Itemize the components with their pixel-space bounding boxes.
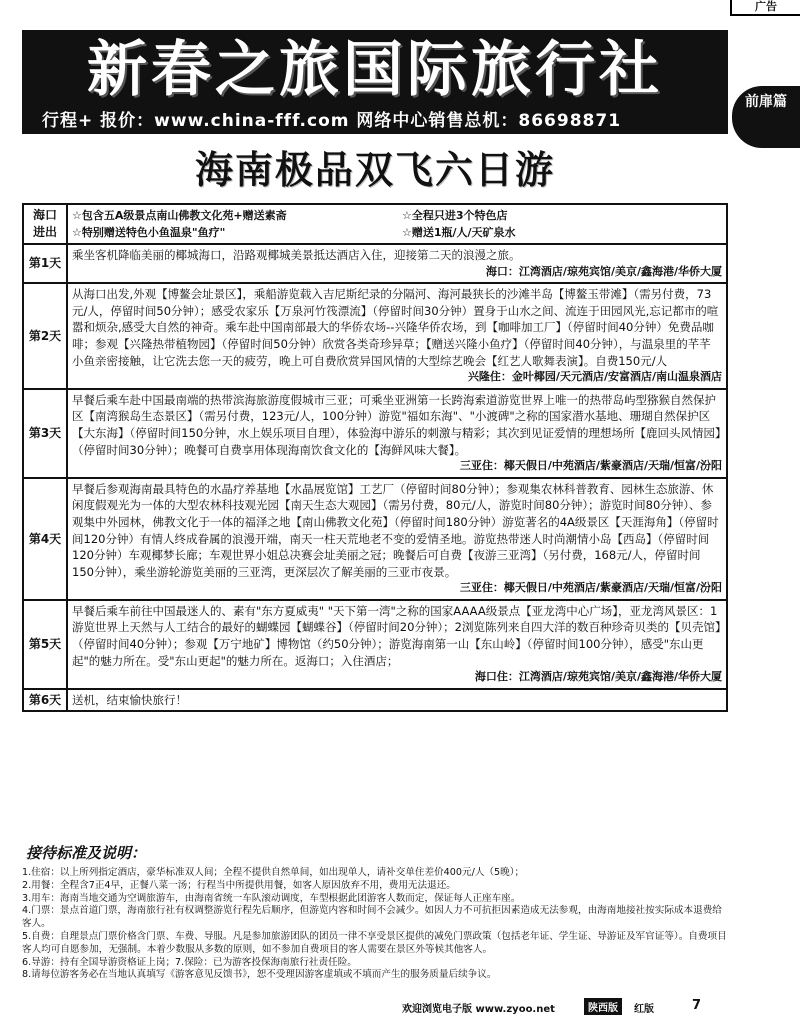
standards-item: 6.导游：持有全国导游资格证上岗；7.保险：已为游客投保海南旅行社责任险。	[22, 956, 357, 968]
day-cell	[67, 600, 727, 689]
day-cell	[67, 389, 727, 478]
side-tab: 前扉篇	[732, 86, 800, 148]
standards-item: 5.自费：自理景点门票价格含门票、车费、导服。凡是参加旅游团队的团员一律不享受景区提供的减免门票政策（包括老年证、学生证、导游证及军官证等）。自费项目客人均可自愿参加，无强制。本着少数服从多数的原则，如不参加自费项目的客人需要在景区外等候其他客人。	[22, 930, 727, 955]
day-row	[23, 689, 727, 712]
day-row	[23, 283, 727, 389]
features-row	[23, 204, 727, 244]
features-label: 海口进出	[23, 204, 67, 244]
day-label: 第2天	[23, 283, 67, 389]
standards-item: 3.用车：海南当地交通为空调旅游车，由海南省统一车队滚动调度，车型根据此团游客人数而定，保证每人正座车座。	[22, 892, 521, 904]
day-label: 第5天	[23, 600, 67, 689]
features-cell	[67, 204, 727, 244]
standards-title: 接待标准及说明：	[26, 844, 147, 862]
day-row	[23, 244, 727, 283]
day-hotel: 海口住：江湾酒店/琼苑宾馆/美京/鑫海港/华侨大厦	[474, 670, 722, 684]
day-text: 早餐后参观海南最具特色的水晶疗养基地【水晶展览馆】工艺厂（停留时间80分钟）；参观集农林科普教育、园林生态旅游、休闲度假观光为一体的大型农林科技观光园【南天生态大观园】（需另付费，80元/人，游览时间80分钟）；游览时间80分钟）、参观集中外园林，佛教文化于一体的福泽之地【南山佛教文化苑】（停留时间180分钟）游览著名的4A级景区【天涯海角】（停留时间120分钟）有情人终成眷属的浪漫开端，南天一柱天荒地老不变的爱情圣地。游览热带迷人时尚潮情小岛【西岛】（停留时间120分钟）车观椰梦长廊；车观世界小姐总决赛会址美丽之冠；晚餐后可自费【夜游三亚湾】（另付费，168元/人，停留时间150分钟），乘坐游轮游览美丽的三亚湾，更深层次了解美丽的三亚市夜景。	[72, 481, 719, 579]
day-text: 早餐后乘车赴中国最南端的热带滨海旅游度假城市三亚；可乘坐亚洲第一长跨海索道游览世界上唯一的热带岛屿型猕猴自然保护区【南湾猴岛生态景区】（需另付费，123元/人，100分钟）游览"福如东海"、"小渡碑"之称的国家潜水基地、珊瑚自然保护区【大东海】（停留时间150分钟，水上娱乐项目自理），体验海中游乐的刺激与精彩；其次到见证爱情的理想场所【鹿回头风情园】（停留时间30分钟）；晚餐可自费享用体现海南饮食文化的【海鲜风味大餐】。	[72, 392, 721, 457]
day-cell	[67, 244, 727, 283]
day-cell	[67, 689, 727, 712]
day-row	[23, 478, 727, 600]
day-hotel: 三亚住：椰天假日/中苑酒店/紫豪酒店/天瑞/恒富/汾阳	[459, 459, 722, 473]
reception-standards	[22, 842, 728, 982]
standards-item: 2.用餐：全程含7正4早，正餐八菜一汤；行程当中所提供用餐，如客人原因放弃不用，费用无法退还。	[22, 879, 456, 891]
day-text: 早餐后乘车前往中国最迷人的、素有"东方夏威夷" "天下第一湾"之称的国家AAAA级景点【亚龙湾中心广场】，亚龙湾风景区：1游览世界上天然与人工结合的最好的蝴蝶园【蝴蝶谷】（停留时间20分钟）；2浏览陈列来自四大洋的数百种珍奇贝类的【贝壳馆】（停留时间40分钟）；参观【万宁地矿】博物馆（约50分钟）；游览海南第一山【东山岭】（停留时间100分钟），感受"东山更起"的魅力所在。受"东山更起"的魅力所在。返海口；入住酒店；	[72, 603, 721, 668]
day-label: 第4天	[23, 478, 67, 600]
day-hotel: 兴隆住：金叶椰园/天元酒店/安富酒店/南山温泉酒店	[467, 370, 722, 384]
day-hotel: 三亚住：椰天假日/中苑酒店/紫豪酒店/天瑞/恒富/汾阳	[459, 581, 722, 595]
standards-item: 1.住宿：以上所列指定酒店，豪华标准双人间；全程不提供自然单间，如出现单人，请补交单住差价400元/人（5晚）；	[22, 867, 525, 878]
standards-item: 4.门票：景点首道门票，海南旅行社有权调整游览行程先后顺序，但游览内容和时间不会减少。如因人力不可抗拒因素造成无法参观，由海南地接社按实际成本退费给客人。	[22, 905, 722, 930]
itinerary-table	[22, 203, 728, 712]
agency-name: 新春之旅国际旅行社	[87, 35, 663, 105]
footer-color: 红版	[634, 1004, 654, 1015]
day-label: 第6天	[23, 689, 67, 712]
page-number: 7	[692, 998, 702, 1013]
footer	[22, 998, 728, 1016]
feature-item: ☆全程只进3个特色店	[402, 209, 508, 222]
day-cell	[67, 478, 727, 600]
feature-item: ☆赠送1瓶/人/天矿泉水	[402, 226, 516, 239]
day-hotel: 海口：江湾酒店/琼苑宾馆/美京/鑫海港/华侨大厦	[485, 264, 722, 278]
day-text: 乘坐客机降临美丽的椰城海口，沿路观椰城美景抵达酒店入住，迎接第二天的浪漫之旅。	[72, 248, 521, 262]
feature-item: ☆包含五A级景点南山佛教文化苑+赠送素斋	[72, 209, 287, 222]
day-text: 从海口出发,外观【博鳌会址景区】，乘船游览载入吉尼斯纪录的分隔河、海河最狭长的沙滩半岛【博鳌玉带滩】（需另付费，73元/人，停留时间50分钟）；感受农家乐【万泉河竹筏漂流】（停留时间30分钟）置身于山水之间、流连于田园风光,忘记都市的喧嚣和烦杂,感受大自然的神奇。乘车赴中国南部最大的华侨农场--兴隆华侨农场，到【咖啡加工厂】（停留时间40分钟）免费品咖啡；参观【兴隆热带植物园】（停留时间50分钟）欣赏各类奇珍异草；【赠送兴隆小鱼疗】（停留时间40分钟），与温泉里的芊芊小鱼亲密接触，让它洗去您一天的疲劳，晚上可自费欣赏异国风情的大型综艺晚会【红艺人歌舞表演】。自费150元/人	[72, 287, 719, 368]
day-label: 第1天	[23, 244, 67, 283]
footer-site: 欢迎浏览电子版 www.zyoo.net	[402, 1004, 555, 1015]
day-row	[23, 389, 727, 478]
day-label: 第3天	[23, 389, 67, 478]
day-cell	[67, 283, 727, 389]
ad-tag: 广告	[730, 0, 800, 16]
header-banner	[22, 30, 728, 134]
footer-edition: 陕西版	[584, 998, 622, 1015]
standards-item: 8.请每位游客务必在当地认真填写《游客意见反馈书》，恕不受理因游客虚填或不填而产生的服务质量后续争议。	[22, 969, 497, 981]
trip-title: 海南极品双飞六日游	[194, 148, 555, 192]
day-row	[23, 600, 727, 689]
day-text: 送机，结束愉快旅行！	[72, 692, 187, 707]
contact-line: 行程+ 报价：www.china-fff.com 网络中心销售总机：86698871	[42, 111, 622, 131]
feature-item: ☆特别赠送特色小鱼温泉"鱼疗"	[72, 226, 226, 239]
standards-list	[22, 867, 728, 982]
